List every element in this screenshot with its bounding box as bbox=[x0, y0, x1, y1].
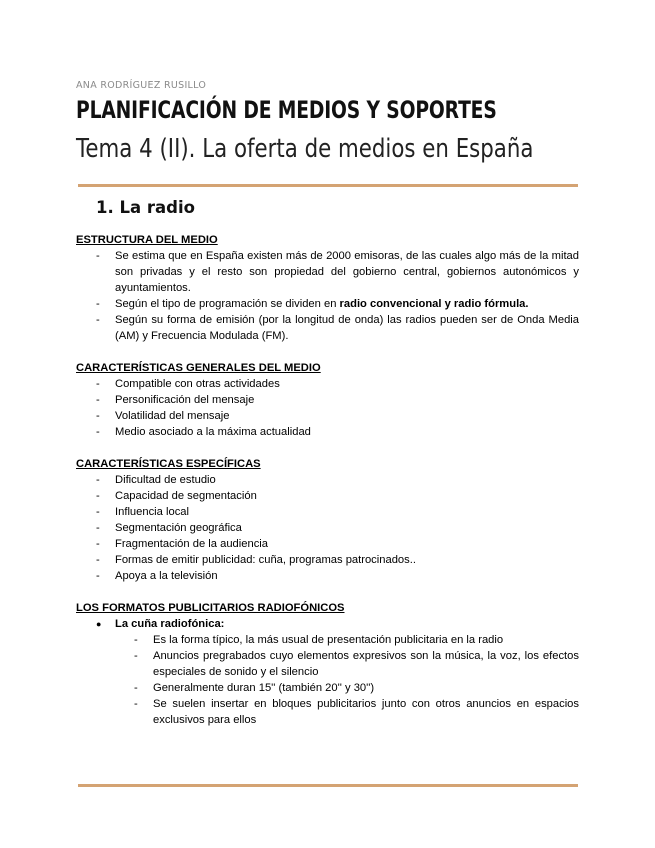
list-item: - Según su forma de emisión (por la longitud de onda) las radios pueden ser de Onda Media (AM) y Frecuencia Modulada (FM). bbox=[76, 312, 579, 344]
list-item: - Personificación del mensaje bbox=[76, 392, 579, 408]
list-item: - Se estima que en España existen más de 2000 emisoras, de las cuales algo más de la mitad son privadas y el resto son propiedad del gobierno central, gobiernos autonómicos y ayuntamientos. bbox=[76, 248, 579, 296]
list-item: - Es la forma típico, la más usual de presentación publicitaria en la radio bbox=[76, 632, 579, 648]
list-item: - Formas de emitir publicidad: cuña, programas patrocinados.. bbox=[76, 552, 579, 568]
list-estructura bbox=[76, 248, 579, 344]
list-item: - Influencia local bbox=[76, 504, 579, 520]
list-item: - Segmentación geográfica bbox=[76, 520, 579, 536]
list-item: - Anuncios pregrabados cuyo elementos expresivos son la música, la voz, los efectos especiales de sonido y el silencio bbox=[76, 648, 579, 680]
list-generales bbox=[76, 376, 579, 440]
list-item-bold-text: radio convencional y radio fórmula. bbox=[339, 298, 529, 310]
document-title: PLANIFICACIÓN DE MEDIOS Y SOPORTES bbox=[76, 96, 497, 124]
list-item: - Dificultad de estudio bbox=[76, 472, 579, 488]
list-item-text: Según el tipo de programación se dividen en bbox=[115, 298, 340, 310]
list-item: - Compatible con otras actividades bbox=[76, 376, 579, 392]
heading-formatos: LOS FORMATOS PUBLICITARIOS RADIOFÓNICOS bbox=[76, 602, 345, 614]
document-body bbox=[76, 232, 579, 728]
bullet-cuna-radiofonica: ● La cuña radiofónica: bbox=[76, 616, 579, 632]
list-item: - Fragmentación de la audiencia bbox=[76, 536, 579, 552]
list-item bbox=[76, 296, 579, 312]
heading-estructura: ESTRUCTURA DEL MEDIO bbox=[76, 234, 218, 246]
list-item: - Se suelen insertar en bloques publicitarios junto con otros anuncios en espacios exclusivos para ellos bbox=[76, 696, 579, 728]
list-item: - Capacidad de segmentación bbox=[76, 488, 579, 504]
heading-especificas: CARACTERÍSTICAS ESPECÍFICAS bbox=[76, 458, 261, 470]
list-item: - Apoya a la televisión bbox=[76, 568, 579, 584]
list-especificas bbox=[76, 472, 579, 584]
document-subtitle: Tema 4 (II). La oferta de medios en España bbox=[76, 134, 534, 164]
list-item: - Medio asociado a la máxima actualidad bbox=[76, 424, 579, 440]
author-name: ANA RODRÍGUEZ RUSILLO bbox=[76, 80, 207, 91]
list-formatos bbox=[76, 632, 579, 728]
list-item: - Generalmente duran 15'' (también 20'' y 30'') bbox=[76, 680, 579, 696]
list-item: - Volatilidad del mensaje bbox=[76, 408, 579, 424]
heading-generales: CARACTERÍSTICAS GENERALES DEL MEDIO bbox=[76, 362, 321, 374]
section-title: 1. La radio bbox=[96, 198, 195, 217]
top-divider bbox=[78, 184, 578, 187]
bottom-divider bbox=[78, 784, 578, 787]
